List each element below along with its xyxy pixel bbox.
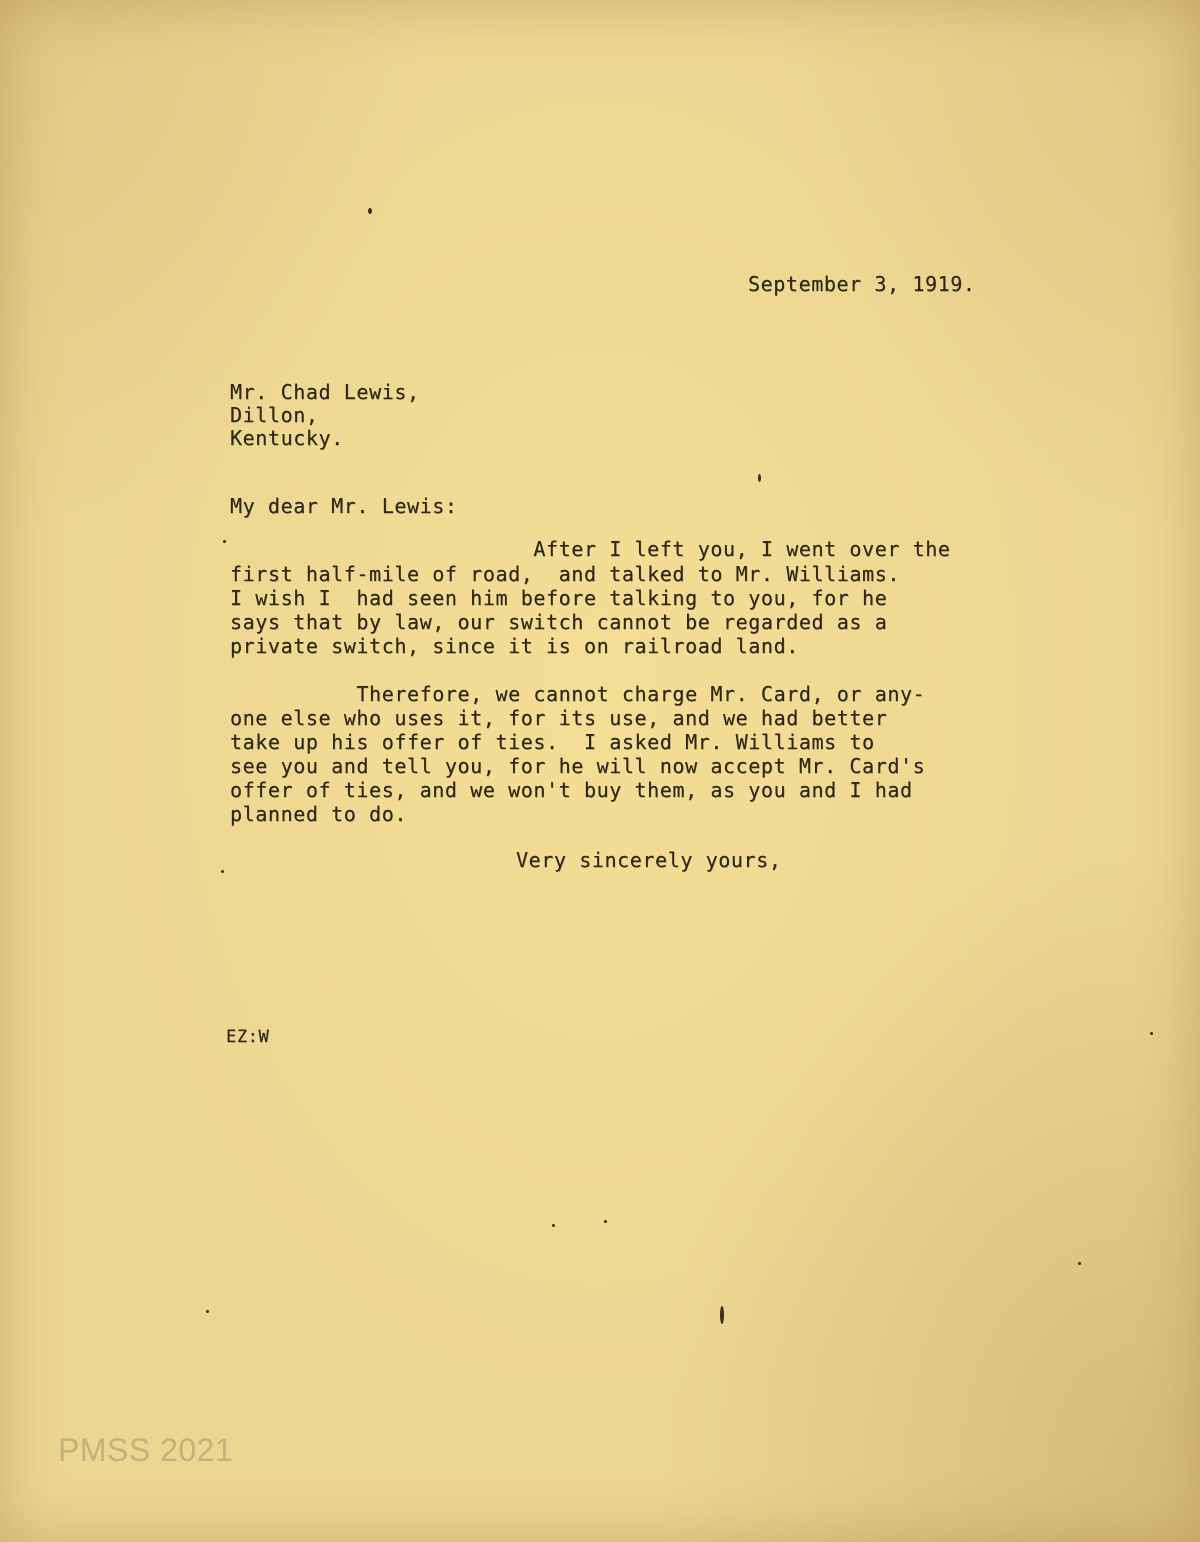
watermark: PMSS 2021 — [58, 1432, 234, 1468]
paper-speck — [758, 474, 761, 482]
paper-speck — [1150, 1032, 1153, 1035]
paragraph1-line: first half-mile of road, and talked to Mr. Williams. — [230, 562, 900, 586]
paragraph2-line: planned to do. — [230, 802, 407, 826]
letter-date: September 3, 1919. — [748, 272, 976, 296]
paragraph1-line: private switch, since it is on railroad land. — [230, 634, 799, 658]
paper-speck — [221, 870, 224, 873]
paragraph2-line: Therefore, we cannot charge Mr. Card, or any- — [230, 682, 926, 706]
recipient-name: Mr. Chad Lewis, — [230, 380, 420, 404]
paper-speck — [368, 208, 372, 214]
recipient-city: Dillon, — [230, 403, 319, 427]
paper-speck — [206, 1310, 209, 1313]
paragraph1-line: I wish I had seen him before talking to you, for he — [230, 586, 888, 610]
closing: Very sincerely yours, — [516, 848, 782, 872]
paper-speck — [1078, 1262, 1081, 1265]
paragraph1-line: says that by law, our switch cannot be regarded as a — [230, 610, 888, 634]
typist-initials: EZ:W — [226, 1027, 270, 1047]
paragraph2-line: take up his offer of ties. I asked Mr. Williams to — [230, 730, 875, 754]
paper-speck — [552, 1224, 555, 1227]
paper-speck — [720, 1306, 724, 1324]
paragraph2-line: see you and tell you, for he will now accept Mr. Card's — [230, 754, 926, 778]
paragraph2-line: one else who uses it, for its use, and we had better — [230, 706, 888, 730]
paper-speck — [223, 540, 226, 543]
recipient-state: Kentucky. — [230, 426, 344, 450]
salutation: My dear Mr. Lewis: — [230, 494, 458, 518]
paragraph1-line: After I left you, I went over the — [230, 537, 951, 561]
paper-speck — [604, 1220, 607, 1223]
paragraph2-line: offer of ties, and we won't buy them, as you and I had — [230, 778, 913, 802]
